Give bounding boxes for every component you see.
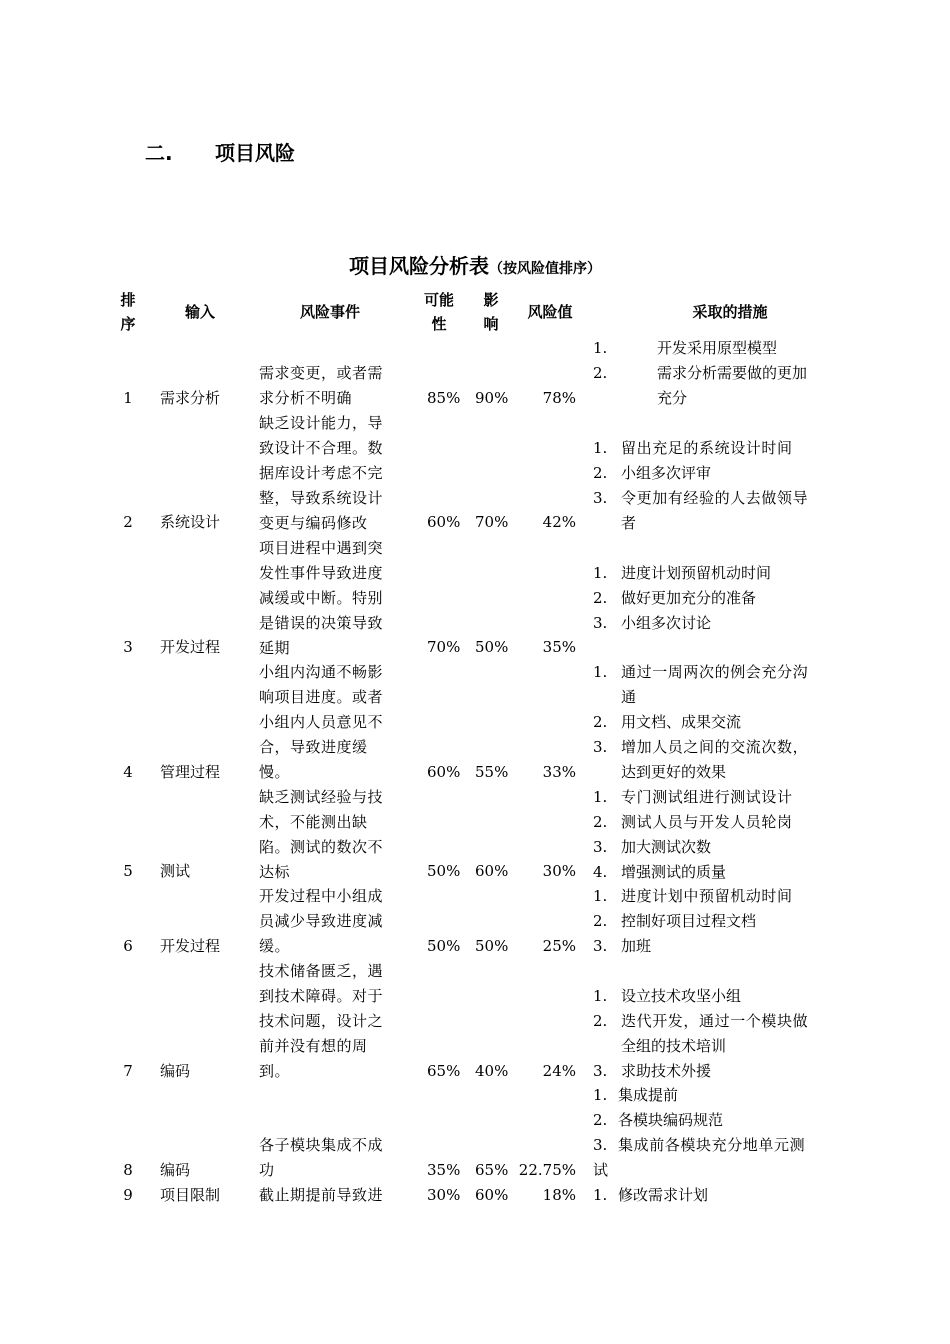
event-line: 响项目进度。或者 [259, 688, 384, 706]
event-line: 缺乏设计能力，导 [259, 414, 384, 432]
event-line: 截止期提前导致进 [259, 1186, 384, 1204]
measure-text: 者 [621, 514, 637, 532]
header-impact [476, 288, 506, 336]
impact-cell: 55% [475, 763, 509, 781]
event-line: 小组内人员意见不 [259, 713, 384, 731]
header-rank-line: 序 [120, 315, 136, 333]
header-likelihood-line: 性 [431, 315, 447, 333]
measure-text: 充分 [657, 389, 688, 407]
risk-value-cell: 33% [542, 763, 576, 781]
event-line: 减缓或中断。特别 [259, 589, 384, 607]
likelihood-cell: 50% [427, 937, 461, 955]
header-impact-line: 响 [483, 315, 499, 333]
risk-value-cell: 22.75% [518, 1161, 576, 1179]
rank-cell: 3 [123, 638, 133, 656]
measure-text: 迭代开发，通过一个模块做 [621, 1012, 809, 1030]
measure-text: 小组多次评审 [621, 464, 712, 482]
event-line: 前并没有想的周 [259, 1037, 368, 1055]
measure-text: 开发采用原型模型 [657, 339, 778, 357]
input-cell: 系统设计 [160, 513, 221, 531]
event-line: 技术储备匮乏，遇 [259, 962, 384, 980]
measure-number: 1. [593, 439, 608, 457]
measure-number: 1. [593, 788, 608, 806]
measure-number: 1. [593, 987, 608, 1005]
likelihood-cell: 65% [427, 1062, 461, 1080]
measure-number: 1. [593, 1186, 608, 1204]
input-cell: 需求分析 [160, 389, 221, 407]
input-cell: 开发过程 [160, 937, 221, 955]
event-line: 合，导致进度缓 [259, 738, 368, 756]
measure-number: 3. [593, 838, 608, 856]
measure-text: 测试人员与开发人员轮岗 [621, 813, 793, 831]
measure-text: 留出充足的系统设计时间 [621, 439, 793, 457]
measure-text: 用文档、成果交流 [621, 713, 742, 731]
table-title-sub: （按风险值排序） [489, 261, 601, 277]
measure-number: 3. [593, 489, 608, 507]
event-line: 缺乏测试经验与技 [259, 788, 384, 806]
header-likelihood [414, 288, 464, 336]
impact-cell: 50% [475, 937, 509, 955]
measure-text: 加大测试次数 [621, 838, 712, 856]
rank-cell: 8 [123, 1161, 133, 1179]
input-cell: 编码 [160, 1062, 191, 1080]
event-line: 延期 [259, 639, 291, 657]
likelihood-cell: 30% [427, 1186, 461, 1204]
measure-number: 1. [593, 663, 608, 681]
risk-value-cell: 78% [542, 389, 576, 407]
measure-text: 求助技术外援 [621, 1062, 712, 1080]
measure-number: 2. [593, 912, 608, 930]
event-line: 据库设计考虑不完 [259, 464, 384, 482]
event-line: 缓。 [259, 937, 291, 955]
measure-text: 专门测试组进行测试设计 [621, 788, 793, 806]
measure-number: 1. [593, 887, 608, 905]
measure-text: 试 [593, 1161, 609, 1179]
rank-cell: 1 [123, 389, 133, 407]
rank-cell: 2 [123, 513, 133, 531]
risk-value-cell: 24% [542, 1062, 576, 1080]
measure-text: 进度计划预留机动时间 [621, 564, 772, 582]
header-impact-line: 影 [483, 291, 499, 309]
measure-text: 令更加有经验的人去做领导 [621, 489, 809, 507]
measure-number: 1. [593, 339, 608, 357]
header-rank-line: 排 [120, 291, 136, 309]
input-cell: 开发过程 [160, 638, 221, 656]
likelihood-cell: 35% [427, 1161, 461, 1179]
input-cell: 测试 [160, 862, 191, 880]
impact-cell: 60% [475, 1186, 509, 1204]
event-line: 致设计不合理。数 [259, 439, 384, 457]
header-rank [113, 288, 143, 336]
measure-number: 1. [593, 1086, 608, 1104]
header-risk-value: 风险值 [527, 303, 573, 321]
impact-cell: 65% [475, 1161, 509, 1179]
rank-cell: 5 [123, 862, 133, 880]
risk-value-cell: 42% [542, 513, 576, 531]
header-input: 输入 [184, 303, 215, 321]
event-line: 功 [259, 1161, 275, 1179]
impact-cell: 70% [475, 513, 509, 531]
measure-text: 控制好项目过程文档 [621, 912, 757, 930]
event-line: 项目进程中遇到突 [259, 539, 384, 557]
measure-text: 集成前各模块充分地单元测 [618, 1136, 806, 1154]
measure-text: 设立技术攻坚小组 [621, 987, 742, 1005]
likelihood-cell: 60% [427, 763, 461, 781]
measure-text: 加班 [621, 937, 652, 955]
impact-cell: 60% [475, 862, 509, 880]
measure-number: 2. [593, 589, 608, 607]
measure-number: 3. [593, 614, 608, 632]
header-likelihood-line: 可能 [423, 291, 454, 309]
impact-cell: 40% [475, 1062, 509, 1080]
risk-value-cell: 30% [542, 862, 576, 880]
measure-number: 4. [593, 863, 608, 881]
measure-text: 全组的技术培训 [621, 1037, 727, 1055]
event-line: 到技术障碍。对于 [259, 987, 384, 1005]
event-line: 各子模块集成不成 [259, 1136, 384, 1154]
measure-number: 2. [593, 1012, 608, 1030]
measure-text: 做好更加充分的准备 [621, 589, 757, 607]
table-title [0, 250, 950, 279]
event-line: 开发过程中小组成 [259, 887, 384, 905]
section-number: 二. [145, 141, 173, 165]
measure-number: 2. [593, 813, 608, 831]
input-cell: 编码 [160, 1161, 191, 1179]
measure-number: 2. [593, 1111, 608, 1129]
measure-number: 2. [593, 364, 608, 382]
measure-number: 2. [593, 464, 608, 482]
measure-text: 集成提前 [618, 1086, 679, 1104]
measure-text: 达到更好的效果 [621, 763, 727, 781]
event-line: 员减少导致进度减 [259, 912, 384, 930]
input-cell: 项目限制 [160, 1186, 221, 1204]
header-event: 风险事件 [299, 303, 360, 321]
measure-text: 各模块编码规范 [618, 1111, 724, 1129]
measure-number: 3. [593, 738, 608, 756]
likelihood-cell: 70% [427, 638, 461, 656]
measure-number: 1. [593, 564, 608, 582]
section-title: 项目风险 [215, 141, 295, 165]
measure-text: 通过一周两次的例会充分沟 [621, 663, 809, 681]
header-measures: 采取的措施 [692, 303, 768, 321]
likelihood-cell: 50% [427, 862, 461, 880]
event-line: 变更与编码修改 [259, 514, 368, 532]
rank-cell: 6 [123, 937, 133, 955]
measure-text: 增加人员之间的交流次数， [621, 738, 809, 756]
measure-text: 增强测试的质量 [621, 863, 727, 881]
impact-cell: 50% [475, 638, 509, 656]
event-line: 发性事件导致进度 [259, 564, 384, 582]
measure-text: 修改需求计划 [618, 1186, 709, 1204]
risk-value-cell: 25% [542, 937, 576, 955]
measure-text: 进度计划中预留机动时间 [621, 887, 793, 905]
likelihood-cell: 85% [427, 389, 461, 407]
event-line: 达标 [259, 863, 291, 881]
measure-number: 3. [593, 1062, 608, 1080]
event-line: 术，不能测出缺 [259, 813, 368, 831]
measure-text: 小组多次讨论 [621, 614, 712, 632]
event-line: 陷。测试的数次不 [259, 838, 384, 856]
event-line: 到。 [259, 1062, 291, 1080]
measure-text: 通 [621, 688, 637, 706]
rank-cell: 7 [123, 1062, 133, 1080]
risk-value-cell: 35% [542, 638, 576, 656]
measure-text: 需求分析需要做的更加 [657, 364, 808, 382]
impact-cell: 90% [475, 389, 509, 407]
event-line: 是错误的决策导致 [259, 614, 384, 632]
event-line: 求分析不明确 [259, 389, 353, 407]
rank-cell: 9 [123, 1186, 133, 1204]
input-cell: 管理过程 [160, 763, 221, 781]
measure-number: 3. [593, 1136, 608, 1154]
event-line: 慢。 [259, 763, 291, 781]
likelihood-cell: 60% [427, 513, 461, 531]
measure-number: 3. [593, 937, 608, 955]
table-title-main: 项目风险分析表 [349, 254, 489, 278]
section-heading [145, 137, 295, 166]
rank-cell: 4 [123, 763, 133, 781]
event-line: 需求变更，或者需 [259, 364, 384, 382]
event-line: 整，导致系统设计 [259, 489, 384, 507]
risk-value-cell: 18% [542, 1186, 576, 1204]
measure-number: 2. [593, 713, 608, 731]
event-line: 小组内沟通不畅影 [259, 663, 384, 681]
event-line: 技术问题，设计之 [259, 1012, 384, 1030]
